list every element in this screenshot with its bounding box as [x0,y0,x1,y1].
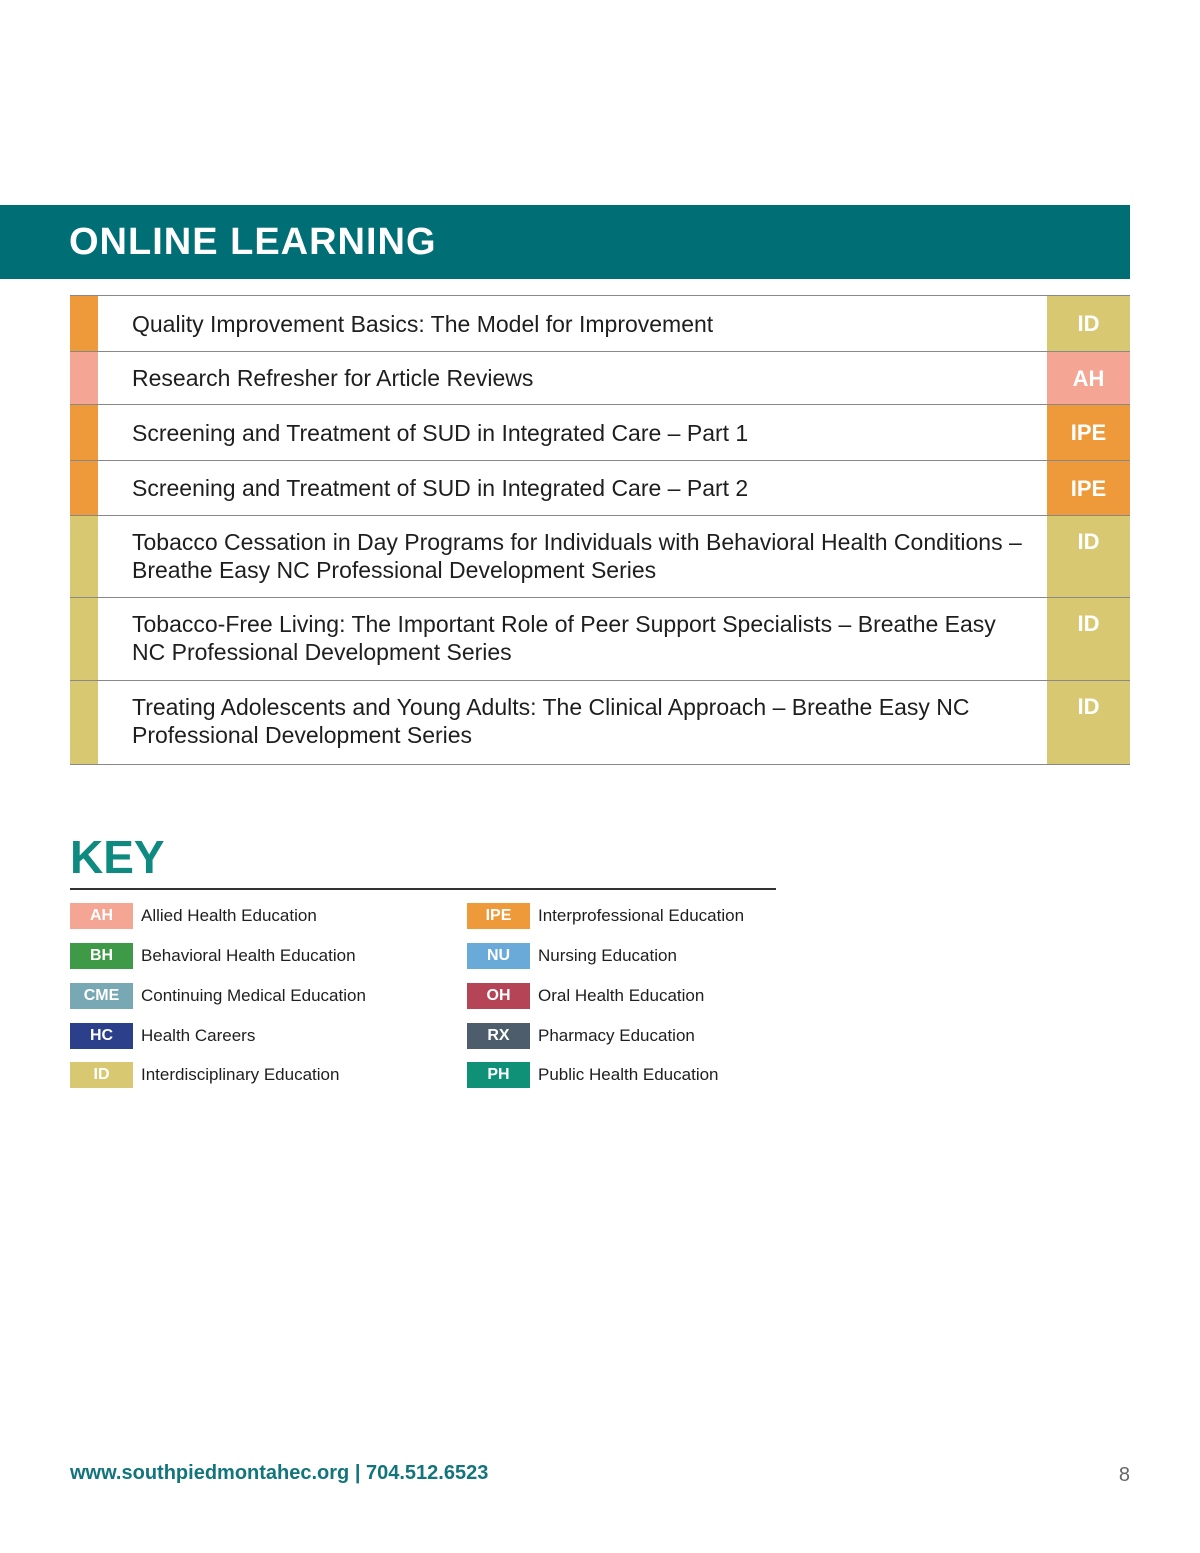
course-title: Tobacco Cessation in Day Programs for Individuals with Behavioral Health Conditions – Breathe Easy NC Professional Development Series [132,529,1022,583]
key-badge: CME [70,983,133,1009]
course-row [70,681,1130,765]
course-title: Tobacco-Free Living: The Important Role of Peer Support Specialists – Breathe Easy NC Professional Development Series [132,611,996,665]
course-row [70,461,1130,516]
key-badge: ID [70,1062,133,1088]
course-title: Quality Improvement Basics: The Model for Improvement [132,310,714,337]
course-badge: ID [1047,516,1130,597]
row-color-stripe [70,516,98,597]
key-badge: AH [70,903,133,929]
row-color-stripe [70,598,98,680]
key-label: Continuing Medical Education [141,986,366,1005]
course-row [70,352,1130,405]
key-item [467,983,704,1009]
key-badge: NU [467,943,530,969]
key-item [70,903,317,929]
row-color-stripe [70,461,98,515]
key-item [467,943,677,969]
key-item [467,1023,695,1049]
page-number: 8 [1118,1464,1130,1486]
course-badge: IPE [1047,405,1130,460]
course-badge: ID [1047,681,1130,764]
key-badge: HC [70,1023,133,1049]
section-banner [0,205,1130,279]
course-title: Research Refresher for Article Reviews [132,365,534,391]
key-badge: OH [467,983,530,1009]
key-item [70,1062,339,1088]
course-badge: IPE [1047,461,1130,515]
course-title: Treating Adolescents and Young Adults: The Clinical Approach – Breathe Easy NC Professional Development Series [132,694,970,748]
section-title: ONLINE LEARNING [69,221,437,263]
key-label: Interprofessional Education [538,906,745,925]
key-label: Pharmacy Education [538,1026,695,1045]
row-color-stripe [70,681,98,764]
key-label: Behavioral Health Education [141,946,356,965]
key-badge: IPE [467,903,530,929]
course-row [70,516,1130,598]
course-title: Screening and Treatment of SUD in Integrated Care – Part 2 [132,475,749,501]
key-item [467,1062,719,1088]
key-item [70,943,356,969]
key-item [467,903,744,929]
course-row [70,598,1130,681]
course-row [70,405,1130,461]
course-badge: ID [1047,296,1130,351]
key-label: Interdisciplinary Education [141,1065,340,1084]
course-title: Screening and Treatment of SUD in Integrated Care – Part 1 [132,419,749,446]
course-table [70,295,1130,765]
key-label: Oral Health Education [538,986,705,1005]
row-color-stripe [70,352,98,404]
key-badge: RX [467,1023,530,1049]
key-label: Health Careers [141,1026,256,1045]
footer-contact-link[interactable]: www.southpiedmontahec.org | 704.512.6523 [70,1462,489,1484]
key-label: Nursing Education [538,946,677,965]
key-title: KEY [70,831,165,883]
row-color-stripe [70,405,98,460]
key-divider [70,888,776,890]
key-item [70,983,366,1009]
course-badge: ID [1047,598,1130,680]
row-color-stripe [70,296,98,351]
key-badge: PH [467,1062,530,1088]
key-item [70,1023,255,1049]
course-badge: AH [1047,352,1130,404]
course-row [70,296,1130,352]
key-label: Public Health Education [538,1065,719,1084]
key-label: Allied Health Education [141,906,317,925]
key-badge: BH [70,943,133,969]
